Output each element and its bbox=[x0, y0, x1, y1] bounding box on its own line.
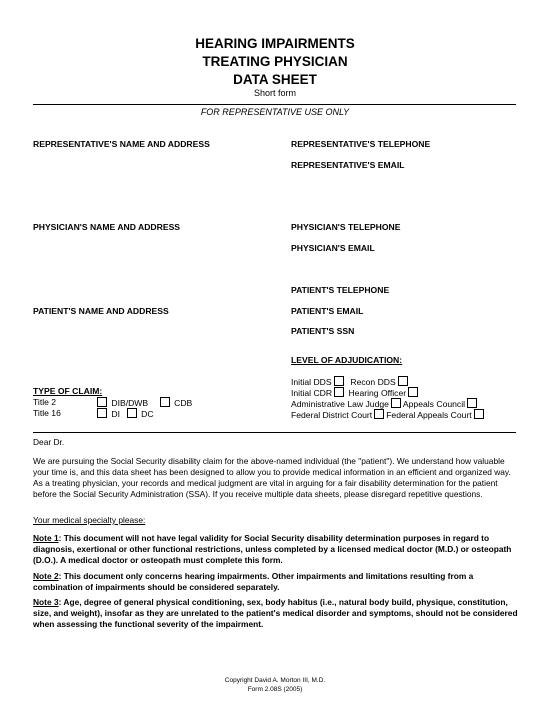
salutation: Dear Dr. bbox=[33, 437, 65, 447]
patient-email-label: PATIENT'S EMAIL bbox=[291, 306, 364, 316]
initial-cdr-checkbox[interactable] bbox=[334, 387, 344, 397]
letter-body: We are pursuing the Social Security disability claim for the above-named individual (the "patient"). We understand how valuable your time is, and this data sheet has been designed to allow you to provide medical information in an efficient and organized way. As a treating physician, your records and medical judgment are vital in arguing for a fair disability determination for the patient before the Social Security Administration (SSA). If you receive multiple data sheets, please disregard repetitive questions. bbox=[33, 456, 511, 499]
patient-ssn-label: PATIENT'S SSN bbox=[291, 326, 355, 336]
representative-use-label: FOR REPRESENTATIVE USE ONLY bbox=[200, 107, 350, 117]
di-label: DI bbox=[111, 409, 120, 419]
title-line-3: DATA SHEET bbox=[233, 72, 317, 87]
physician-phone-label: PHYSICIAN'S TELEPHONE bbox=[291, 222, 401, 232]
top-divider bbox=[33, 104, 516, 105]
note-1 bbox=[33, 533, 519, 566]
federal-appeals-checkbox[interactable] bbox=[474, 409, 484, 419]
footer-form-number: Form 2.08S (2005) bbox=[247, 686, 303, 693]
rep-name-label: REPRESENTATIVE'S NAME AND ADDRESS bbox=[33, 139, 210, 149]
claim-title2-label: Title 2 bbox=[33, 397, 57, 407]
dc-checkbox[interactable] bbox=[127, 408, 137, 418]
appeals-council-checkbox[interactable] bbox=[467, 398, 477, 408]
physician-name-label: PHYSICIAN'S NAME AND ADDRESS bbox=[33, 222, 181, 232]
hearing-officer-checkbox[interactable] bbox=[408, 387, 418, 397]
dib-checkbox[interactable] bbox=[97, 397, 107, 407]
cdb-checkbox[interactable] bbox=[160, 397, 170, 407]
rep-email-label: REPRESENTATIVE'S EMAIL bbox=[291, 160, 405, 170]
rep-phone-label: REPRESENTATIVE'S TELEPHONE bbox=[291, 139, 431, 149]
middle-divider bbox=[33, 432, 516, 433]
adjudication-row-4 bbox=[291, 409, 486, 420]
adjudication-row-1 bbox=[291, 376, 410, 387]
adjudication-row-3 bbox=[291, 398, 479, 409]
note-3-text: : Age, degree of general physical conditioning, sex, body habitus (i.e., natural body build, physique, constitution, size, and weight), insofar as they are unrelated to the patient's medical disorder and symptoms, should not be considered when assessing the functional severity of the impairment. bbox=[33, 597, 518, 629]
patient-name-label: PATIENT'S NAME AND ADDRESS bbox=[33, 306, 169, 316]
claim-title2-options bbox=[95, 397, 192, 408]
federal-appeals-label: Federal Appeals Court bbox=[386, 410, 472, 420]
adjudication-heading: LEVEL OF ADJUDICATION: bbox=[291, 355, 403, 365]
note-3-label: Note 3 bbox=[33, 597, 59, 607]
alj-label: Administrative Law Judge bbox=[291, 399, 389, 409]
note-2 bbox=[33, 571, 519, 593]
di-checkbox[interactable] bbox=[97, 408, 107, 418]
federal-district-checkbox[interactable] bbox=[374, 409, 384, 419]
patient-phone-label: PATIENT'S TELEPHONE bbox=[291, 285, 390, 295]
subtitle: Short form bbox=[253, 88, 296, 98]
note-3 bbox=[33, 597, 519, 630]
federal-district-label: Federal District Court bbox=[291, 410, 373, 420]
claim-type-heading: TYPE OF CLAIM: bbox=[33, 386, 103, 396]
physician-email-label: PHYSICIAN'S EMAIL bbox=[291, 243, 375, 253]
dib-label: DIB/DWB bbox=[111, 398, 149, 408]
initial-dds-checkbox[interactable] bbox=[334, 376, 344, 386]
hearing-officer-label: Hearing Officer bbox=[348, 388, 407, 398]
note-1-label: Note 1 bbox=[33, 533, 59, 543]
note-2-label: Note 2 bbox=[33, 571, 59, 581]
adjudication-row-2 bbox=[291, 387, 420, 398]
title-line-1: HEARING IMPAIRMENTS bbox=[195, 36, 355, 51]
dc-label: DC bbox=[141, 409, 154, 419]
alj-checkbox[interactable] bbox=[391, 398, 401, 408]
claim-title16-label: Title 16 bbox=[33, 408, 61, 418]
note-1-text: : This document will not have legal validity for Social Security disability determination purposes in regard to diagnosis, exertional or other functional restrictions, unless completed by a licensed medical doctor (M.D.) or osteopath (D.O.). A medical doctor or osteopath must complete this form. bbox=[33, 533, 512, 565]
initial-dds-label: Initial DDS bbox=[291, 377, 332, 387]
recon-dds-label: Recon DDS bbox=[350, 377, 396, 387]
medical-specialty-text: Your medical specialty please: bbox=[33, 515, 146, 525]
title-line-2: TREATING PHYSICIAN bbox=[202, 54, 348, 69]
claim-title16-options bbox=[95, 408, 154, 419]
footer-copyright: Copyright David A. Morton III, M.D. bbox=[224, 677, 326, 684]
recon-dds-checkbox[interactable] bbox=[398, 376, 408, 386]
note-2-text: : This document only concerns hearing impairments. Other impairments and limitations resulting from a combination of impairments should be considered separately. bbox=[33, 571, 474, 592]
cdb-label: CDB bbox=[174, 398, 193, 408]
initial-cdr-label: Initial CDR bbox=[291, 388, 333, 398]
appeals-council-label: Appeals Council bbox=[402, 399, 466, 409]
medical-specialty-prompt bbox=[33, 515, 519, 526]
